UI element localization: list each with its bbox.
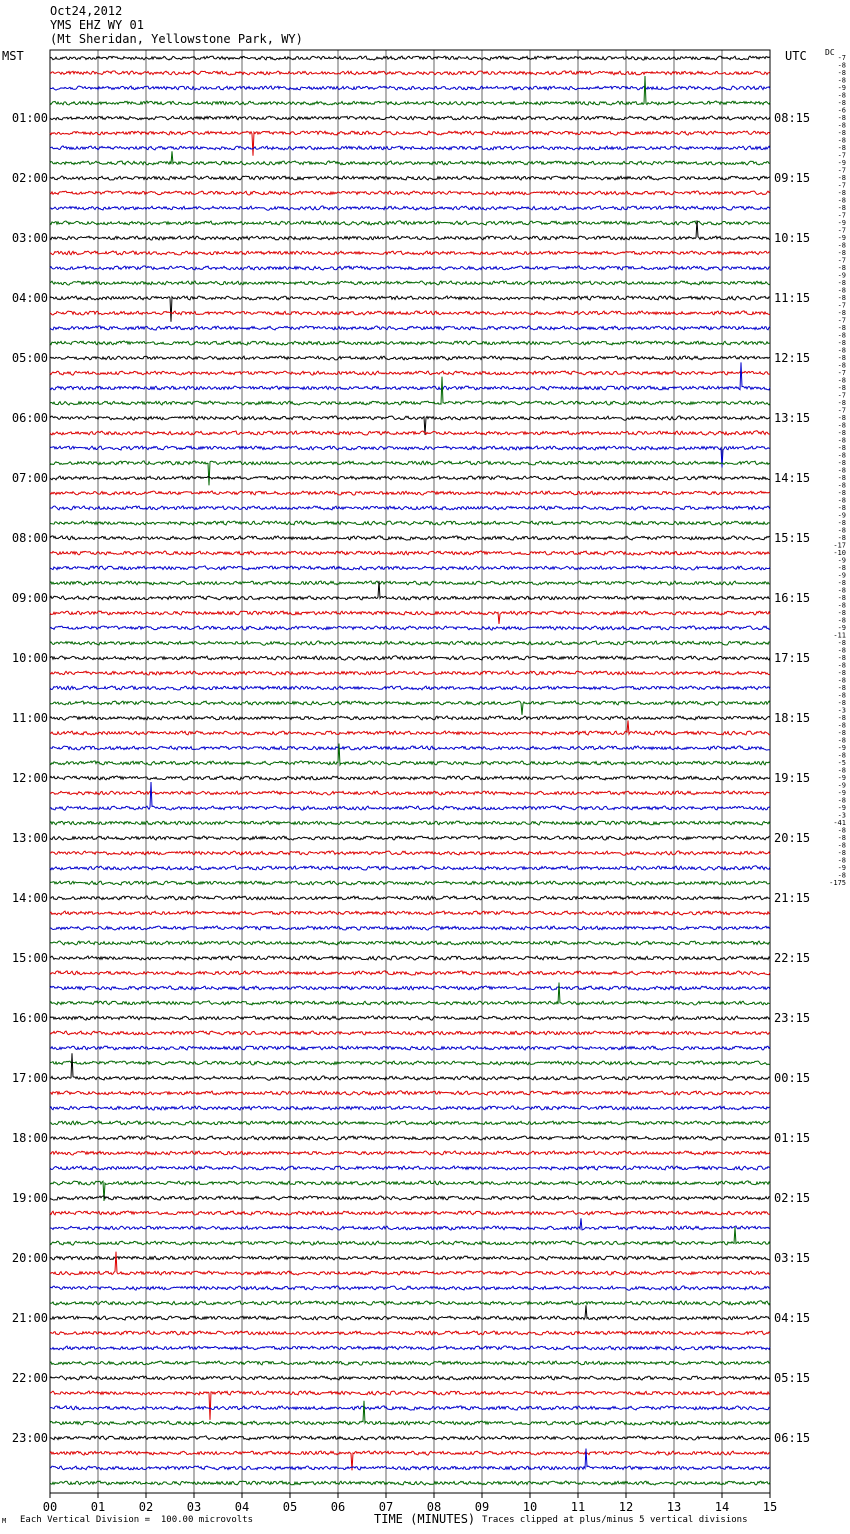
left-hour-label: 21:00 — [11, 1311, 48, 1325]
dc-offset-value: -8 — [837, 279, 846, 287]
dc-offset-value: -8 — [837, 766, 846, 775]
left-hour-label: 13:00 — [11, 831, 48, 845]
seismic-trace — [50, 941, 770, 945]
left-hour-label: 09:00 — [11, 591, 48, 605]
right-hour-label: 15:15 — [774, 531, 811, 545]
seismic-trace — [50, 971, 770, 975]
dc-offset-value: -9 — [837, 511, 846, 520]
dc-offset-value: -9 — [837, 781, 846, 790]
dc-offset-value: -5 — [837, 759, 846, 767]
dc-offset-value: -7 — [837, 256, 846, 265]
seismic-trace — [50, 461, 770, 486]
x-tick-label: 00 — [42, 1500, 58, 1514]
right-hour-label: 03:15 — [774, 1251, 811, 1265]
seismic-trace — [50, 983, 770, 1005]
left-hour-label: 15:00 — [11, 951, 48, 965]
scale-note: Each Vertical Division = 100.00 microvolts — [20, 1515, 253, 1525]
dc-offset-value: -8 — [837, 466, 846, 475]
dc-offset-value: -9 — [837, 804, 846, 812]
seismic-trace — [50, 506, 770, 510]
seismic-trace — [50, 146, 770, 150]
seismic-trace — [50, 866, 770, 870]
right-hour-label: 08:15 — [774, 111, 811, 125]
dc-offset-value: -8 — [837, 309, 846, 317]
x-tick-label: 10 — [522, 1500, 538, 1514]
seismic-trace — [50, 836, 770, 840]
dc-offset-value: -9 — [837, 571, 846, 580]
dc-offset-value: -8 — [837, 594, 846, 602]
left-hour-label: 22:00 — [11, 1371, 48, 1385]
seismic-trace — [50, 1121, 770, 1125]
seismic-trace — [50, 926, 770, 930]
corner-mark: M — [2, 1517, 7, 1525]
seismic-trace — [50, 521, 770, 525]
seismic-trace — [50, 311, 770, 315]
seismic-trace — [50, 116, 770, 120]
seismic-trace — [50, 1346, 770, 1350]
right-hour-label: 04:15 — [774, 1311, 811, 1325]
right-hour-label: 09:15 — [774, 171, 811, 185]
dc-offset-value: -7 — [837, 54, 846, 62]
left-hour-label: 12:00 — [11, 771, 48, 785]
dc-offset-value: -41 — [833, 819, 846, 827]
seismic-trace — [50, 1331, 770, 1335]
right-hour-label: 01:15 — [774, 1131, 811, 1145]
dc-offset-value: -8 — [837, 99, 846, 107]
left-timezone-label: MST — [2, 49, 24, 63]
dc-offset-value: -8 — [837, 736, 846, 745]
dc-offset-value: -8 — [837, 721, 846, 730]
dc-offset-value: -8 — [837, 796, 846, 805]
dc-offset-value: -7 — [837, 166, 846, 175]
dc-offset-value: -8 — [837, 856, 846, 865]
right-timezone-label: UTC — [785, 49, 807, 63]
right-hour-label: 14:15 — [774, 471, 811, 485]
dc-offset-value: -10 — [833, 549, 846, 557]
seismic-trace — [50, 266, 770, 270]
seismic-trace — [50, 1211, 770, 1215]
dc-offset-value: -8 — [837, 61, 846, 70]
dc-offset-value: -8 — [837, 286, 846, 295]
left-hour-label: 17:00 — [11, 1071, 48, 1085]
dc-offset-value: -8 — [837, 76, 846, 85]
seismic-trace — [50, 191, 770, 195]
seismic-trace — [50, 536, 770, 540]
seismic-trace — [50, 491, 770, 495]
dc-offset-value: -8 — [837, 241, 846, 250]
dc-offset-value: -8 — [837, 691, 846, 700]
right-hour-label: 21:15 — [774, 891, 811, 905]
dc-offset-value: -8 — [837, 331, 846, 340]
seismic-trace — [50, 71, 770, 75]
left-hour-label: 05:00 — [11, 351, 48, 365]
seismic-trace — [50, 956, 770, 960]
seismic-trace — [50, 776, 770, 780]
x-tick-label: 12 — [618, 1500, 634, 1514]
dc-offset-value: -8 — [837, 639, 846, 647]
seismic-trace — [50, 746, 770, 750]
seismic-trace — [50, 296, 770, 322]
dc-offset-value: -8 — [837, 841, 846, 850]
dc-offset-value: -8 — [837, 249, 846, 257]
x-tick-label: 08 — [426, 1500, 442, 1514]
right-hour-label: 06:15 — [774, 1431, 811, 1445]
dc-offset-value: -3 — [837, 706, 846, 715]
dc-offset-value: -11 — [833, 631, 846, 640]
dc-offset-value: -7 — [837, 181, 846, 190]
right-hour-label: 16:15 — [774, 591, 811, 605]
dc-offset-value: -8 — [837, 609, 846, 617]
dc-offset-value: -8 — [837, 826, 846, 835]
right-hour-label: 10:15 — [774, 231, 811, 245]
dc-offset-value: -8 — [837, 669, 846, 677]
dc-offset-value: -175 — [829, 879, 846, 887]
dc-offset-value: -9 — [837, 624, 846, 632]
seismic-trace — [50, 611, 770, 624]
dc-offset-value: -7 — [837, 226, 846, 235]
seismic-trace — [50, 221, 770, 225]
seismic-trace — [50, 551, 770, 555]
left-hour-label: 19:00 — [11, 1191, 48, 1205]
dc-offset-value: -8 — [837, 834, 846, 842]
seismic-trace — [50, 1046, 770, 1050]
x-tick-label: 06 — [330, 1500, 346, 1514]
right-hour-label: 20:15 — [774, 831, 811, 845]
dc-offset-value: -8 — [837, 136, 846, 145]
seismic-trace — [50, 791, 770, 795]
dc-offset-value: -8 — [837, 114, 846, 122]
seismic-trace — [50, 371, 770, 375]
dc-offset-value: -8 — [837, 451, 846, 460]
dc-offset-value: -8 — [837, 496, 846, 505]
seismic-trace — [50, 377, 770, 405]
dc-offset-value: -8 — [837, 601, 846, 610]
x-tick-label: 07 — [378, 1500, 394, 1514]
x-tick-label: 14 — [714, 1500, 730, 1514]
right-hour-label: 00:15 — [774, 1071, 811, 1085]
x-tick-label: 15 — [762, 1500, 778, 1514]
dc-offset-value: -8 — [837, 459, 846, 467]
seismic-trace — [50, 86, 770, 90]
seismic-trace — [50, 911, 770, 915]
dc-offset-value: -8 — [837, 504, 846, 512]
seismic-trace — [50, 1181, 770, 1201]
dc-offset-value: -9 — [837, 219, 846, 227]
seismic-trace — [50, 1053, 770, 1080]
seismic-trace — [50, 476, 770, 480]
seismic-trace — [50, 641, 770, 645]
seismic-trace — [50, 986, 770, 990]
seismic-trace — [50, 1252, 770, 1275]
right-hour-label: 13:15 — [774, 411, 811, 425]
clip-note: Traces clipped at plus/minus 5 vertical divisions — [482, 1515, 748, 1525]
seismic-trace — [50, 1406, 770, 1410]
x-tick-label: 01 — [90, 1500, 106, 1514]
dc-offset-value: -8 — [837, 361, 846, 370]
dc-offset-value: -9 — [837, 271, 846, 280]
right-hour-label: 17:15 — [774, 651, 811, 665]
dc-offset-value: -7 — [837, 301, 846, 310]
left-hour-label: 23:00 — [11, 1431, 48, 1445]
dc-offset-value: -8 — [837, 579, 846, 587]
dc-offset-value: -9 — [837, 744, 846, 752]
right-hour-label: 22:15 — [774, 951, 811, 965]
dc-offset-value: -8 — [837, 436, 846, 445]
dc-offset-value: -9 — [837, 556, 846, 565]
dc-offset-value: -8 — [837, 129, 846, 137]
seismic-trace — [50, 1151, 770, 1155]
left-hour-label: 06:00 — [11, 411, 48, 425]
dc-offset-value: -8 — [837, 444, 846, 452]
dc-offset-value: -8 — [837, 699, 846, 707]
dc-offset-value: -7 — [837, 406, 846, 415]
dc-offset-value: -8 — [837, 519, 846, 527]
seismic-trace — [50, 701, 770, 715]
dc-offset-value: -8 — [837, 354, 846, 362]
seismic-trace — [50, 341, 770, 345]
left-hour-label: 11:00 — [11, 711, 48, 725]
dc-offset-value: -8 — [837, 871, 846, 880]
left-hour-label: 04:00 — [11, 291, 48, 305]
left-hour-label: 02:00 — [11, 171, 48, 185]
right-hour-label: 05:15 — [774, 1371, 811, 1385]
dc-offset-value: -7 — [837, 391, 846, 400]
seismic-trace — [50, 1436, 770, 1440]
seismic-trace — [50, 1166, 770, 1170]
x-tick-label: 09 — [474, 1500, 490, 1514]
dc-offset-value: -8 — [837, 121, 846, 130]
dc-offset-value: -9 — [837, 159, 846, 167]
seismic-trace — [50, 1401, 770, 1425]
seismic-trace — [50, 1218, 770, 1230]
seismic-trace — [50, 76, 770, 105]
seismic-trace — [50, 326, 770, 330]
seismic-trace — [50, 626, 770, 630]
seismic-trace — [50, 821, 770, 825]
seismic-trace — [50, 1196, 770, 1200]
seismic-trace — [50, 1305, 770, 1320]
seismic-trace — [50, 1031, 770, 1035]
seismic-trace — [50, 686, 770, 690]
x-axis-label: TIME (MINUTES) — [374, 1512, 476, 1526]
dc-offset-value: -8 — [837, 264, 846, 272]
dc-offset-value: -9 — [837, 774, 846, 782]
seismic-trace — [50, 656, 770, 660]
dc-offset-value: -8 — [837, 339, 846, 347]
plot-date: Oct24,2012 — [50, 4, 123, 18]
dc-offset-value: -8 — [837, 654, 846, 662]
dc-offset-value: -9 — [837, 84, 846, 92]
right-hour-label: 23:15 — [774, 1011, 811, 1025]
dc-offset-value: -3 — [837, 811, 846, 820]
seismic-trace — [50, 1061, 770, 1065]
left-hour-label: 08:00 — [11, 531, 48, 545]
seismic-trace — [50, 581, 770, 585]
seismic-trace — [50, 671, 770, 675]
x-tick-label: 05 — [282, 1500, 298, 1514]
dc-offset-value: -8 — [837, 91, 846, 100]
left-hour-label: 07:00 — [11, 471, 48, 485]
dc-offset-value: -7 — [837, 211, 846, 220]
seismic-trace — [50, 151, 770, 165]
seismic-trace — [50, 1481, 770, 1485]
dc-offset-value: -8 — [837, 174, 846, 182]
dc-offset-value: -7 — [837, 151, 846, 160]
dc-offset-value: -8 — [837, 481, 846, 490]
x-tick-label: 03 — [186, 1500, 202, 1514]
seismic-trace — [50, 1376, 770, 1380]
dc-offset-value: -8 — [837, 684, 846, 692]
dc-offset-value: -8 — [837, 429, 846, 437]
seismic-trace — [50, 362, 770, 390]
right-hour-label: 11:15 — [774, 291, 811, 305]
seismic-trace — [50, 896, 770, 900]
dc-offset-value: -8 — [837, 586, 846, 595]
left-hour-label: 16:00 — [11, 1011, 48, 1025]
dc-offset-value: -8 — [837, 849, 846, 857]
station-code: YMS EHZ WY 01 — [50, 18, 144, 32]
left-hour-label: 20:00 — [11, 1251, 48, 1265]
dc-offset-value: -8 — [837, 376, 846, 385]
seismic-trace — [50, 431, 770, 435]
dc-offset-value: -8 — [837, 534, 846, 542]
dc-offset-value: -9 — [837, 789, 846, 797]
right-hour-label: 12:15 — [774, 351, 811, 365]
dc-label: DC — [825, 48, 835, 57]
seismic-trace — [50, 281, 770, 285]
dc-offset-value: -9 — [837, 234, 846, 242]
dc-offset-value: -7 — [837, 369, 846, 377]
dc-offset-value: -6 — [837, 106, 846, 115]
seismic-trace — [50, 851, 770, 855]
seismic-trace — [50, 176, 770, 180]
dc-offset-value: -7 — [837, 316, 846, 325]
seismic-trace — [50, 1449, 770, 1470]
left-hour-label: 14:00 — [11, 891, 48, 905]
seismic-trace — [50, 1091, 770, 1095]
seismic-trace — [50, 1286, 770, 1290]
seismic-trace — [50, 881, 770, 885]
dc-offset-value: -8 — [837, 751, 846, 760]
dc-offset-value: -9 — [837, 864, 846, 872]
dc-offset-value: -8 — [837, 384, 846, 392]
dc-offset-value: -8 — [837, 646, 846, 655]
seismic-trace — [50, 782, 770, 810]
seismic-trace — [50, 1391, 770, 1420]
plot-frame — [50, 50, 770, 1493]
dc-offset-value: -17 — [833, 541, 846, 550]
seismic-trace — [50, 1301, 770, 1305]
seismic-trace — [50, 206, 770, 210]
dc-offset-value: -8 — [837, 714, 846, 722]
seismic-trace — [50, 356, 770, 360]
dc-offset-value: -8 — [837, 69, 846, 77]
dc-offset-value: -8 — [837, 204, 846, 212]
seismic-trace — [50, 131, 770, 156]
left-hour-label: 18:00 — [11, 1131, 48, 1145]
seismic-trace — [50, 251, 770, 255]
dc-offset-value: -8 — [837, 294, 846, 302]
x-tick-label: 13 — [666, 1500, 682, 1514]
dc-offset-value: -8 — [837, 661, 846, 670]
seismic-trace — [50, 720, 770, 735]
right-hour-label: 18:15 — [774, 711, 811, 725]
dc-offset-value: -8 — [837, 414, 846, 422]
seismic-trace — [50, 56, 770, 60]
dc-offset-value: -8 — [837, 346, 846, 355]
right-hour-label: 19:15 — [774, 771, 811, 785]
seismic-trace — [50, 566, 770, 570]
dc-offset-value: -8 — [837, 616, 846, 625]
dc-offset-value: -8 — [837, 564, 846, 572]
left-hour-label: 01:00 — [11, 111, 48, 125]
dc-offset-value: -8 — [837, 489, 846, 497]
dc-offset-value: -8 — [837, 526, 846, 535]
seismic-trace — [50, 716, 770, 720]
seismic-trace — [50, 446, 770, 468]
dc-offset-value: -8 — [837, 474, 846, 482]
seismic-trace — [50, 1361, 770, 1365]
station-location: (Mt Sheridan, Yellowstone Park, WY) — [50, 32, 303, 46]
x-tick-label: 11 — [570, 1500, 586, 1514]
dc-offset-value: -8 — [837, 729, 846, 737]
seismic-trace — [50, 1016, 770, 1020]
left-hour-label: 10:00 — [11, 651, 48, 665]
left-hour-label: 03:00 — [11, 231, 48, 245]
dc-offset-value: -8 — [837, 421, 846, 430]
dc-offset-value: -8 — [837, 144, 846, 152]
dc-offset-value: -8 — [837, 399, 846, 407]
dc-offset-value: -8 — [837, 676, 846, 685]
dc-offset-value: -8 — [837, 324, 846, 332]
seismic-trace — [50, 1136, 770, 1140]
x-tick-label: 02 — [138, 1500, 154, 1514]
seismic-trace — [50, 1106, 770, 1110]
right-hour-label: 02:15 — [774, 1191, 811, 1205]
x-tick-label: 04 — [234, 1500, 250, 1514]
dc-offset-value: -8 — [837, 189, 846, 197]
dc-offset-value: -8 — [837, 196, 846, 205]
seismic-trace — [50, 1256, 770, 1260]
